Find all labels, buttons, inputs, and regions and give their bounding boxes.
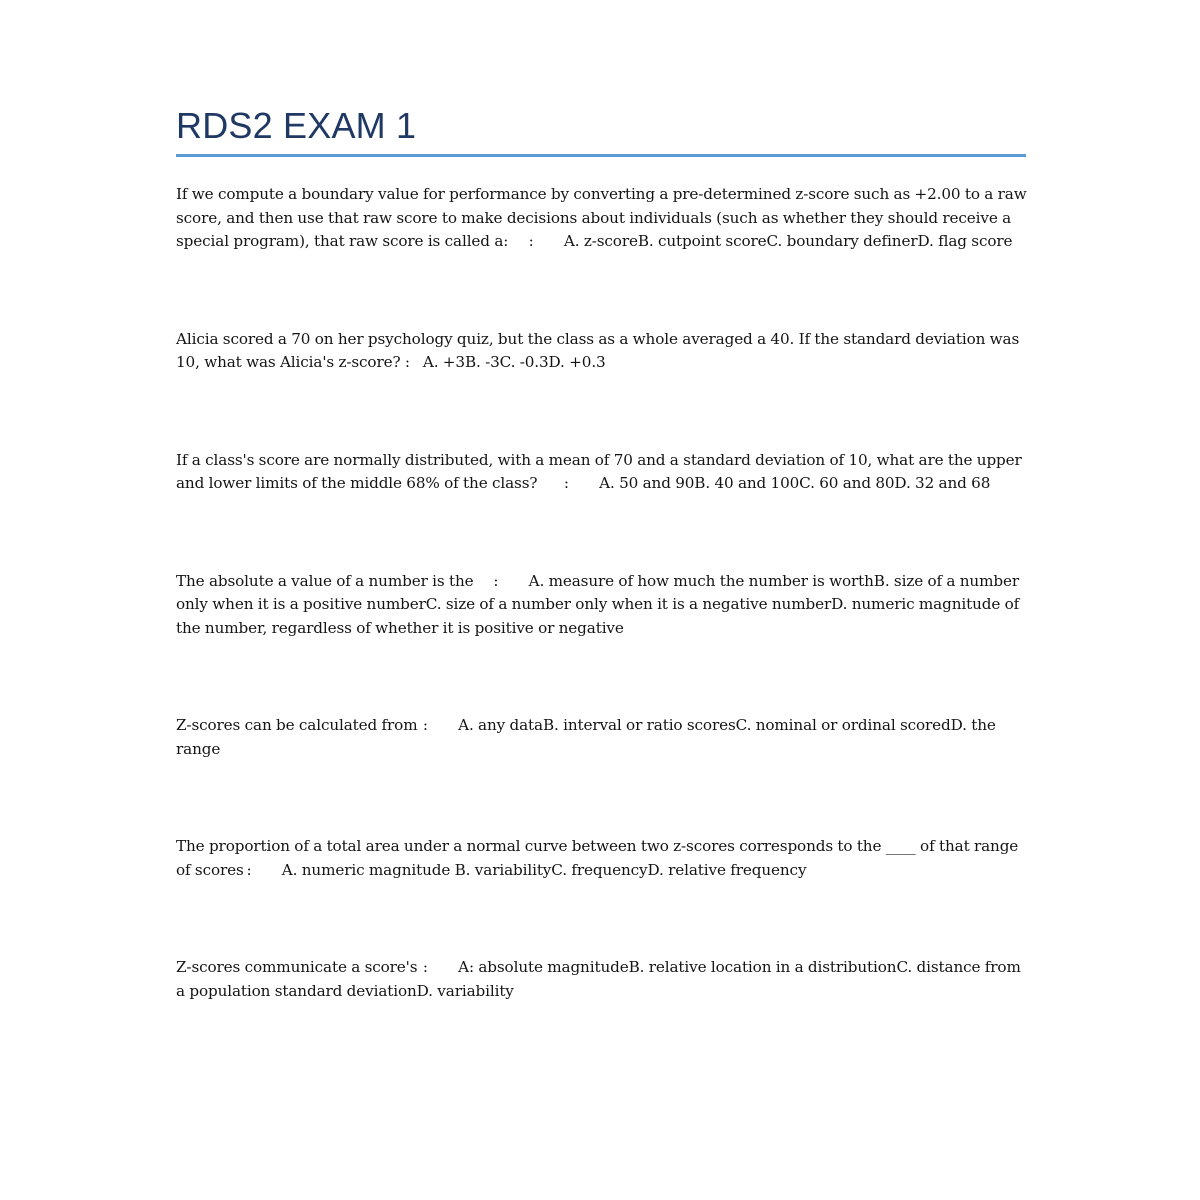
question-block-5: Z-scores can be calculated from : A. any dataB. interval or ratio scoresC. nominal or ordinal scoredD. the range bbox=[176, 716, 1001, 758]
question-block-1: If we compute a boundary value for performance by converting a pre-determined z-score such as +2.00 to a raw score, and then use that raw score to make decisions about individuals (such as whether they should receive a special program), that raw score is called a: : A. z-scoreB. cutpoint scoreC. boundary definerD. flag score bbox=[176, 185, 1032, 250]
question-block-4: The absolute a value of a number is the : A. measure of how much the number is worthB. size of a number only when it is a positive numberC. size of a number only when it is a negative numberD. numeric magnitude of the number, regardless of whether it is positive or negative bbox=[176, 571, 1024, 637]
question-block-7: Z-scores communicate a score's : A: absolute magnitudeB. relative location in a distributionC. distance from a population standard deviationD. variability bbox=[176, 958, 1026, 1000]
title-divider bbox=[176, 154, 1026, 157]
question-block-2: Alicia scored a 70 on her psychology quiz, but the class as a whole averaged a 40. If the standard deviation was 10, what was Alicia's z-score? : A. +3B. -3C. -0.3D. +0.3 bbox=[176, 329, 1024, 371]
document-header bbox=[176, 104, 1028, 157]
document-body bbox=[176, 104, 1032, 1003]
page-title: RDS2 EXAM 1 bbox=[176, 105, 417, 146]
question-block-6: The proportion of a total area under a normal curve between two z-scores corresponds to the ____ of that range of scores : A. numeric magnitude B. variabilityC. frequencyD. relative frequency bbox=[176, 837, 1023, 879]
question-block-3: If a class's score are normally distributed, with a mean of 70 and a standard deviation of 10, what are the upper and lower limits of the middle 68% of the class? : A. 50 and 90B. 40 and 100C. 60 and 80D. 32 and 68 bbox=[176, 450, 1027, 492]
